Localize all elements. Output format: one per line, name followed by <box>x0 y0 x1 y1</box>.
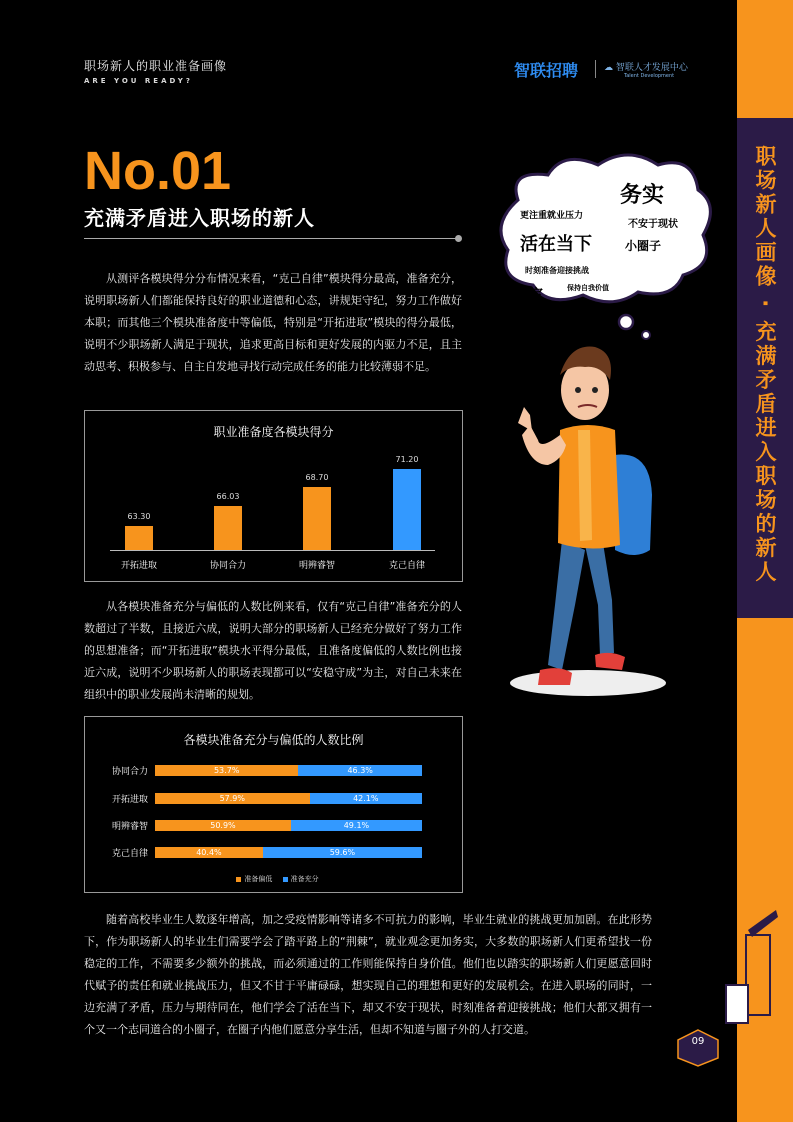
logo-divider <box>595 60 596 78</box>
legend-label-low: 准备偏低 <box>244 875 273 883</box>
zhaopin-logo <box>514 58 578 81</box>
chart-1-value-label: 66.03 <box>216 492 240 502</box>
logo-secondary-en: Talent Development <box>624 73 675 79</box>
title-rule-dot <box>455 235 462 242</box>
chart-2-category-label: 协同合力 <box>111 767 148 777</box>
chart-1-value-label: 68.70 <box>305 472 329 482</box>
decorative-buildings <box>720 905 782 1035</box>
paragraph-3: 随着高校毕业生人数逐年增高，加之受疫情影响等诸多不可抗力的影响，毕业生就业的挑战更加加剧。在此形势下，作为职场新人的毕业生们需要学会了踏平路上的“荆棘”，就业观念更加务实，大多数的职场新人们更希望找一份稳定的工作，不需要多少额外的挑战，而必须通过的工作则能保持自身价值。他们也以踏实的职场新人们更愿意回时代赋予的责任和就业挑战压力，但又不甘于平庸碌碌，想实现自己的理想和更好的发展机会。在进入职场的同时，一边充满了矛盾，压力与期待同在，他们学会了活在当下，却又不安于现状，时刻准备着迎接挑战；他们大都又拥有一个又一个志同道合的小圈子，在圈子内他们愿意分享生活，但却不知道与圈子外的人打交道。 <box>84 913 652 1036</box>
chart-2-category-label: 明辨睿智 <box>111 822 148 832</box>
side-band-text: 职场新人画像 · 充满矛盾进入职场的新人 <box>753 145 777 585</box>
chart-1-category-label: 协同合力 <box>209 561 246 571</box>
chart-1-title: 职业准备度各模块得分 <box>213 425 334 439</box>
chart-1-value-label: 71.20 <box>395 454 419 464</box>
paragraph-1: 从测评各模块得分分布情况来看，“克己自律”模块得分最高，准备充分，说明职场新人们都能保持良好的职业道德和心态，讲规矩守纪，努力工作做好本职；而其他三个模块准备度中等偏低，特别是“开拓进取”模块的得分最低，说明不少职场新人满足于现状，追求更高目标和更好发展的内驱力不足，且主动思考、积极参与、自主自发地寻找行动完成任务的能力比较薄弱不足。 <box>84 272 462 373</box>
chart-1-category-label: 开拓进取 <box>120 561 157 571</box>
section-title: 充满矛盾进入职场的新人 <box>84 206 315 230</box>
cloud-word-stable: 稳定 <box>515 287 543 303</box>
talent-center-logo <box>604 60 688 73</box>
paragraph-2: 从各模块准备充分与偏低的人数比例来看，仅有“克己自律”准备充分的人数超过了半数，且接近六成，说明大部分的职场新人已经充分做好了努力工作的思想准备；而“开拓进取”模块水平得分最低，且准备度偏低的人数比例也接近六成，说明不少职场新人的职场表现都可以“安稳守成”为主，对自己未来在组织中的职业发展尚未清晰的规划。 <box>84 600 462 701</box>
chart-2-bar-segment: 46.3% <box>298 765 422 776</box>
page-number-badge <box>676 1028 720 1068</box>
header-subtitle: ARE YOU READY? <box>84 77 193 85</box>
chart-2-category-label: 开拓进取 <box>111 795 148 805</box>
chart-1-baseline <box>110 550 435 551</box>
chart-2-bar-segment: 49.1% <box>291 820 422 831</box>
section-number: No.01 <box>84 141 232 201</box>
chart-2-bar-segment: 40.4% <box>155 847 263 858</box>
chart-2-title: 各模块准备充分与偏低的人数比例 <box>183 733 364 747</box>
chart-2-bar-segment: 59.6% <box>263 847 422 858</box>
chart-1-value-label: 63.30 <box>127 512 151 522</box>
cloud-word-restless: 不安于现状 <box>628 219 678 230</box>
legend-swatch-high <box>283 877 288 882</box>
chart-1-bar <box>125 526 153 550</box>
cloud-word-circle: 小圈子 <box>625 239 662 253</box>
chart-1-bar <box>303 487 331 550</box>
legend-label-high: 准备充分 <box>290 875 319 883</box>
chart-2-bar-segment: 50.9% <box>155 820 291 831</box>
page-number: 09 <box>691 1036 705 1047</box>
cloud-word-challenge: 时刻准备迎接挑战 <box>525 266 589 275</box>
cloud-word-pragmatic: 务实 <box>620 183 665 208</box>
chart-1-bar <box>393 469 421 550</box>
cloud-logo-icon: ☁ <box>604 63 613 73</box>
young-man-illustration <box>500 335 670 700</box>
chart-1-bar <box>214 506 242 550</box>
cloud-word-present: 活在当下 <box>520 234 592 255</box>
header-title: 职场新人的职业准备画像 <box>84 59 228 73</box>
chart-2-legend <box>84 874 463 884</box>
chart-2-bar-segment: 42.1% <box>310 793 422 804</box>
cloud-word-pressure: 更注重就业压力 <box>520 211 584 221</box>
logo-secondary-text: 智联人才发展中心 <box>615 63 688 73</box>
chart-1-category-label: 明辨睿智 <box>298 561 335 571</box>
title-rule <box>84 238 458 239</box>
chart-2-category-label: 克己自律 <box>111 849 148 859</box>
chart-2-bar-segment: 57.9% <box>155 793 310 804</box>
logo-primary-text: 智联招聘 <box>514 61 579 80</box>
legend-swatch-low <box>236 877 241 882</box>
chart-2-bar-segment: 53.7% <box>155 765 298 776</box>
cloud-word-value: 保持自我价值 <box>567 284 609 292</box>
chart-1-category-label: 克己自律 <box>388 561 425 571</box>
